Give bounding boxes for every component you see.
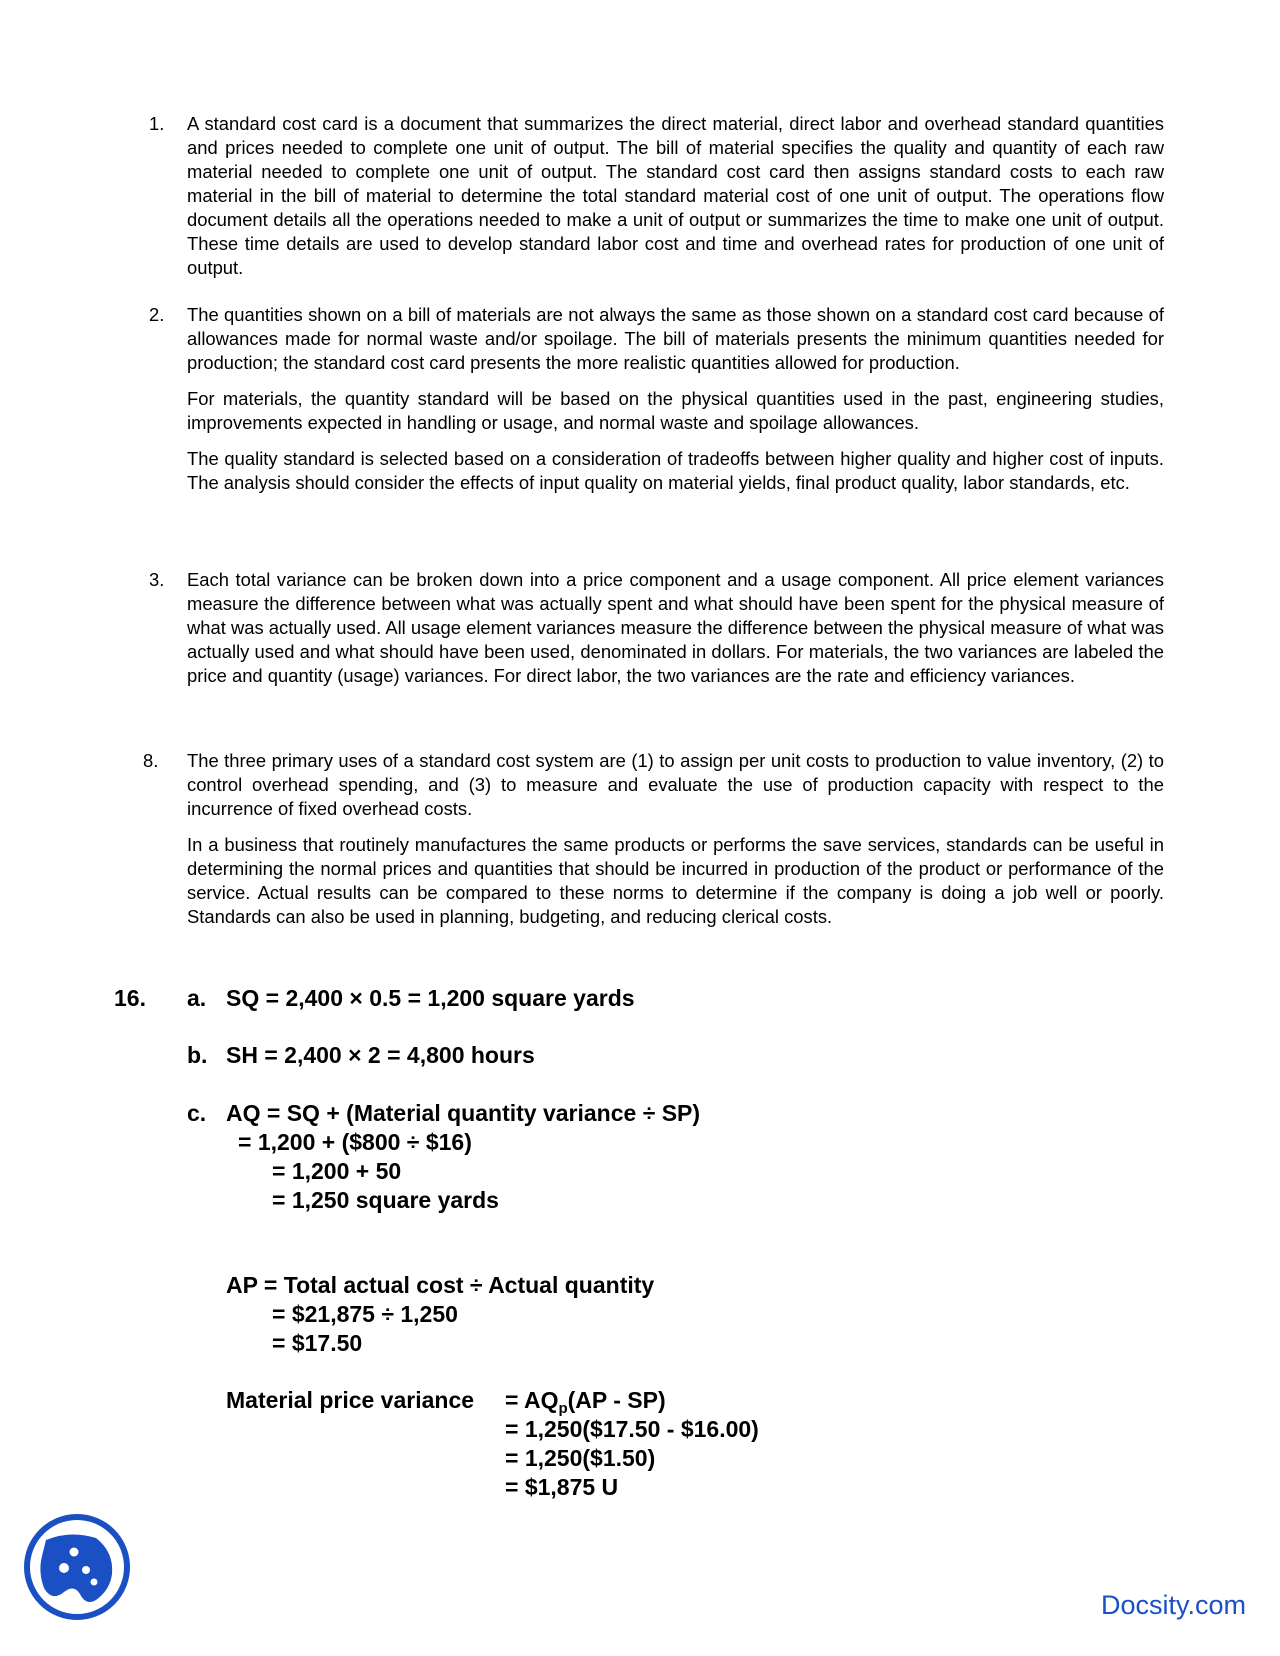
problem-number: 16. xyxy=(114,985,146,1011)
answer-number: 2. xyxy=(149,304,165,325)
answer-number: 8. xyxy=(143,750,159,771)
ap-equation: AP = Total actual cost ÷ Actual quantity xyxy=(226,1272,655,1298)
answer-paragraph: The quality standard is selected based on a consideration of tradeoffs between higher quality and higher cost of inputs. The analysis should consider the effects of input quality on material yields, final product quality, labor standards, etc. xyxy=(187,448,1164,493)
ap-step: = $21,875 ÷ 1,250 xyxy=(272,1301,458,1327)
part-c-label: c. xyxy=(187,1100,207,1126)
answer-1 xyxy=(149,112,1164,280)
part-b-label: b. xyxy=(187,1042,208,1068)
mpv-step: = 1,250($1.50) xyxy=(505,1445,656,1471)
mpv-formula xyxy=(505,1386,666,1418)
aq-step: = 1,250 square yards xyxy=(272,1187,499,1213)
part-a-label: a. xyxy=(187,985,207,1011)
part-a-equation: SQ = 2,400 × 0.5 = 1,200 square yards xyxy=(226,985,635,1011)
mpv-formula-post: (AP - SP) xyxy=(567,1387,666,1413)
mpv-label: Material price variance xyxy=(226,1387,475,1413)
mpv-formula-pre: = AQ xyxy=(505,1387,559,1413)
aq-step: = 1,200 + ($800 ÷ $16) xyxy=(238,1129,472,1155)
answer-paragraph: The three primary uses of a standard cost system are (1) to assign per unit costs to production to value inventory, (2) to control overhead spending, and (3) to measure and evaluate the use of production capacity with respect to the incurrence of fixed overhead costs. xyxy=(187,750,1164,819)
answer-paragraph: For materials, the quantity standard will be based on the physical quantities used in the past, engineering studies, improvements expected in handling or usage, and normal waste and spoilage allowances. xyxy=(187,388,1164,433)
answer-paragraph: The quantities shown on a bill of materials are not always the same as those shown on a standard cost card because of allowances made for normal waste and/or spoilage. The bill of materials presents the minimum quantities needed for production; the standard cost card presents the more realistic quantities allowed for production. xyxy=(187,304,1164,373)
answer-number: 1. xyxy=(149,113,165,134)
aq-equation: AQ = SQ + (Material quantity variance ÷ SP) xyxy=(226,1100,701,1126)
mpv-formula-subscript: p xyxy=(558,1400,568,1417)
answer-8 xyxy=(143,749,1164,929)
part-b-equation: SH = 2,400 × 2 = 4,800 hours xyxy=(226,1042,535,1068)
mpv-step: = $1,875 U xyxy=(505,1474,619,1500)
answer-3 xyxy=(149,568,1164,688)
aq-step: = 1,200 + 50 xyxy=(272,1158,402,1184)
answer-2 xyxy=(149,303,1164,495)
answer-paragraph: Each total variance can be broken down into a price component and a usage component. All price element variances measure the difference between what was actually spent and what should have been spent for the physical measure of what was actually used. All usage element variances measure the difference between the physical measure of what was actually used and what should have been used, denominated in dollars. For materials, the two variances are labeled the price and quantity (usage) variances. For direct labor, the two variances are the rate and efficiency variances. xyxy=(187,569,1164,686)
mpv-step: = 1,250($17.50 - $16.00) xyxy=(505,1416,759,1442)
ap-step: = $17.50 xyxy=(272,1330,363,1356)
answer-number: 3. xyxy=(149,569,165,590)
docsity-brand-link[interactable]: Docsity.com xyxy=(1101,1590,1247,1620)
docsity-logo-graphic xyxy=(22,1512,132,1622)
answer-paragraph: A standard cost card is a document that summarizes the direct material, direct labor and overhead standard quantities and prices needed to complete one unit of output. The bill of material specifies the quality and quantity of each raw material needed to complete one unit of output. The standard cost card then assigns standard costs to each raw material in the bill of material to determine the total standard material cost of one unit of output. The operations flow document details all the operations needed to make a unit of output or summarizes the time to make one unit of output. These time details are used to develop standard labor cost and time and overhead rates for production of one unit of output. xyxy=(187,113,1164,278)
answer-paragraph: In a business that routinely manufactures the same products or performs the save services, standards can be useful in determining the normal prices and quantities that should be incurred in production of the product or performance of the service. Actual results can be compared to these norms to determine if the company is doing a job well or poorly. Standards can also be used in planning, budgeting, and reducing clerical costs. xyxy=(187,834,1164,927)
docsity-logo-icon[interactable] xyxy=(22,1512,132,1622)
